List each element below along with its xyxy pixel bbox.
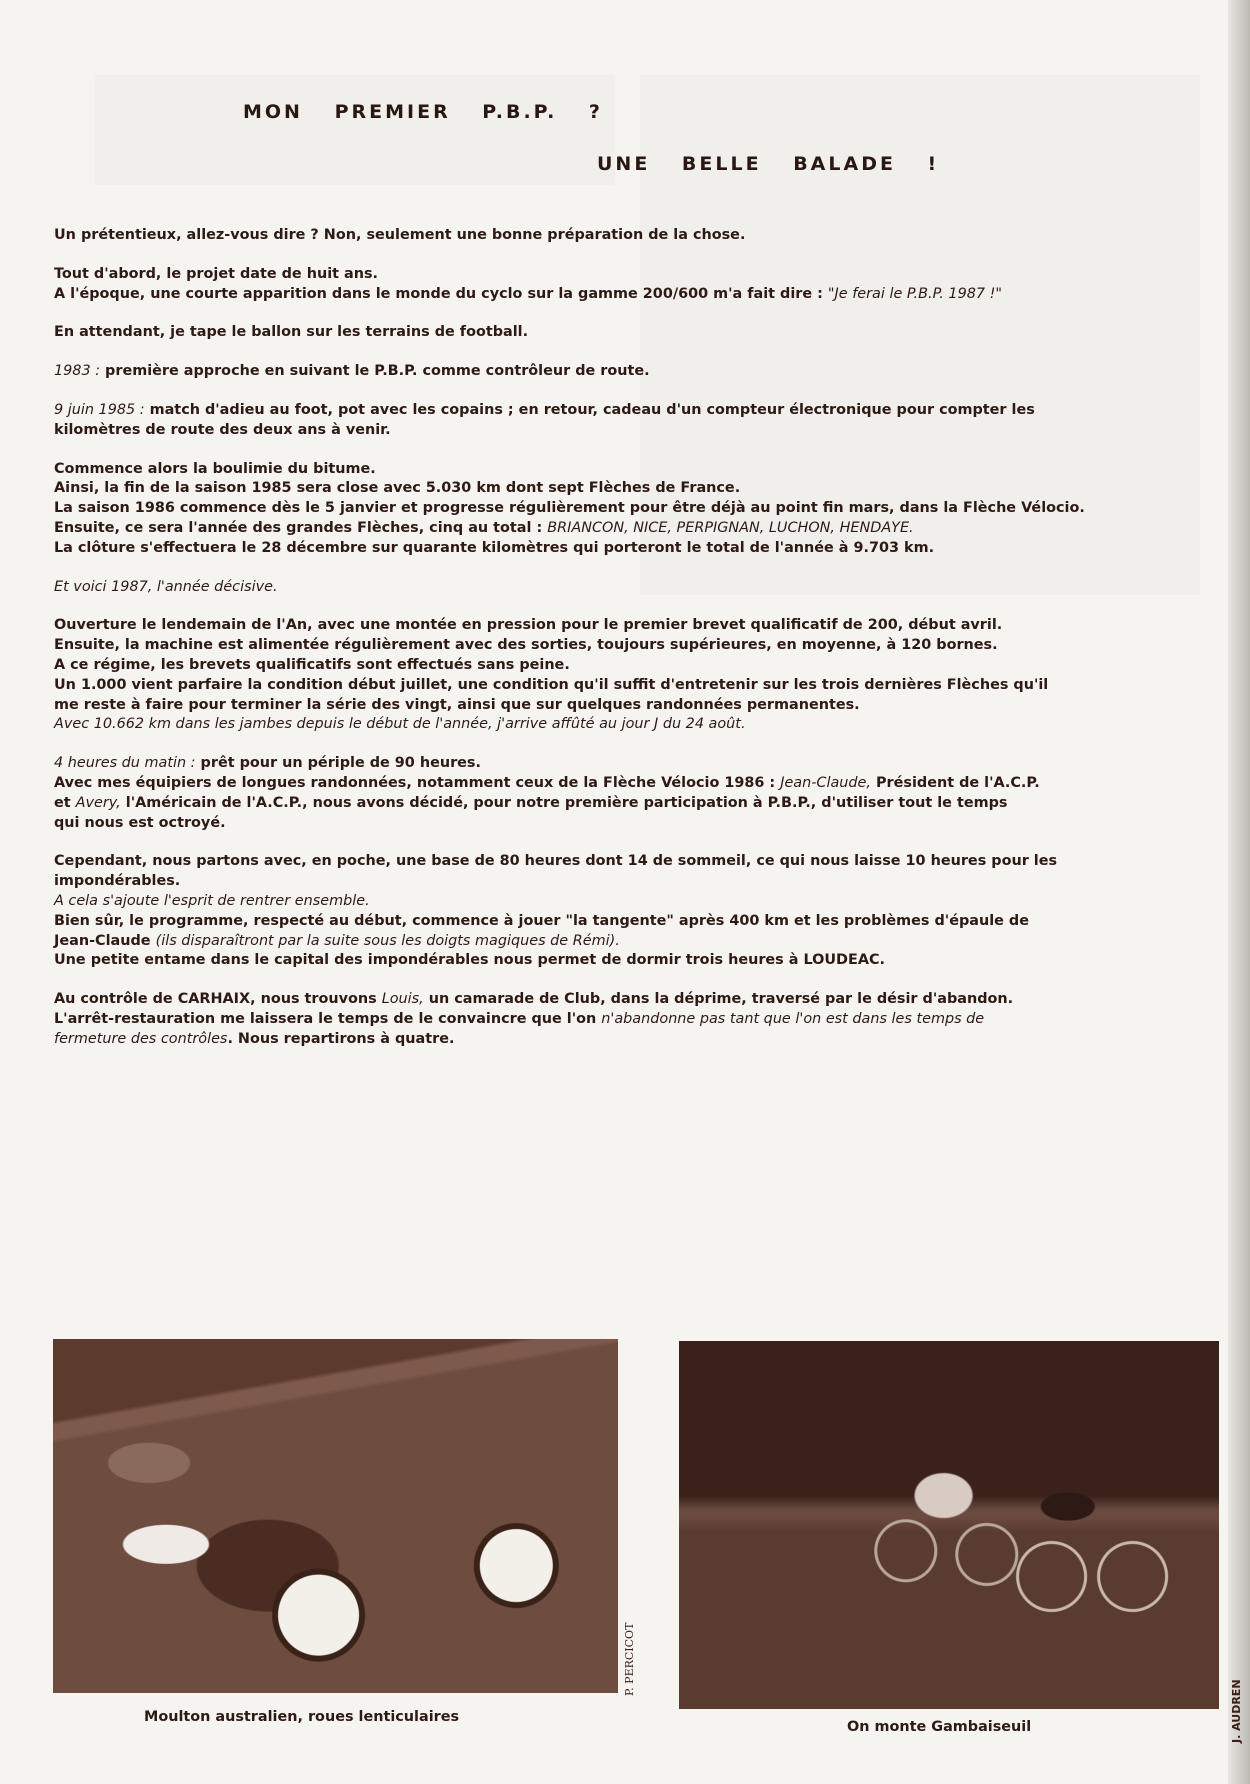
paragraph — [54, 401, 1224, 441]
text-line: La clôture s'effectuera le 28 décembre sur quarante kilomètres qui porteront le total de l'année à 9.703 km. — [54, 539, 935, 556]
text-line: me reste à faire pour terminer la série des vingt, ainsi que sur quelques randonnées permanentes. — [54, 696, 860, 713]
text-segment: première approche en suivant le P.B.P. comme contrôleur de route. — [100, 363, 650, 380]
paragraph — [54, 754, 1224, 833]
paragraph — [54, 323, 1224, 343]
text-line — [54, 774, 1224, 794]
text-line: Commence alors la boulimie du bitume. — [54, 460, 376, 477]
text-line: En attendant, je tape le ballon sur les terrains de football. — [54, 324, 529, 341]
paragraph — [54, 362, 1224, 382]
text-line — [54, 794, 1224, 814]
text-segment: . Nous repartirons à quatre. — [227, 1030, 455, 1047]
text-line: Bien sûr, le programme, respecté au début, commence à jouer "la tangente" après 400 km et les problèmes d'épaule de — [54, 912, 1029, 929]
text-segment: A l'époque, une courte apparition dans le monde du cyclo sur la gamme 200/600 m'a fait dire : — [54, 285, 828, 302]
text-segment: Ensuite, ce sera l'année des grandes Flèches, cinq au total : — [54, 519, 548, 536]
photo-cyclists-climbing — [679, 1341, 1219, 1709]
date-lead: 9 juin 1985 : — [54, 401, 145, 418]
paragraph — [54, 852, 1224, 971]
text-line — [54, 1030, 1224, 1050]
text-line: La saison 1986 commence dès le 5 janvier et progresse régulièrement pour être déjà au point fin mars, dans la Flèche Vélocio. — [54, 500, 1085, 517]
text-line: impondérables. — [54, 873, 181, 890]
text-line: Ainsi, la fin de la saison 1985 sera close avec 5.030 km dont sept Flèches de France. — [54, 480, 741, 497]
person-name: Jean-Claude — [54, 932, 156, 949]
photo-moulton-bike — [53, 1339, 618, 1693]
person-name: Jean-Claude, — [780, 774, 871, 791]
person-name: Avery, — [75, 794, 121, 811]
person-name: Louis, — [381, 991, 424, 1008]
text-segment: prêt pour un périple de 90 heures. — [195, 755, 481, 772]
text-segment: Président de l'A.C.P. — [870, 774, 1040, 791]
text-line — [54, 990, 1224, 1010]
aside: (ils disparaîtront par la suite sous les doigts magiques de Rémi). — [155, 932, 620, 949]
text-line: Tout d'abord, le projet date de huit ans. — [54, 265, 379, 282]
text-segment: fermeture des contrôles — [54, 1030, 228, 1047]
text-segment: Au contrôle de CARHAIX, nous trouvons — [54, 991, 382, 1008]
text-line: Une petite entame dans le capital des impondérables nous permet de dormir trois heures à LOUDEAC. — [54, 952, 885, 969]
text-line — [54, 401, 1224, 421]
text-line: Ensuite, la machine est alimentée régulièrement avec des sorties, toujours supérieures, en moyenne, à 120 bornes. — [54, 637, 998, 654]
text-line: Avec 10.662 km dans les jambes depuis le début de l'année, j'arrive affûté au jour J du 24 août. — [54, 716, 746, 733]
article-title-line-1: MON PREMIER P.B.P. ? — [243, 100, 603, 123]
text-segment: n'abandonne pas tant que l'on est dans les temps de — [601, 1010, 985, 1027]
bleed-through-shade — [95, 75, 615, 185]
article-title-line-2: UNE BELLE BALADE ! — [597, 152, 940, 175]
paragraph — [54, 578, 1224, 598]
paragraph — [54, 226, 1224, 246]
text-segment: match d'adieu au foot, pot avec les copains ; en retour, cadeau d'un compteur électronique pour compter les — [144, 401, 1035, 418]
date-lead: 1983 : — [54, 363, 101, 380]
text-line: Ouverture le lendemain de l'An, avec une montée en pression pour le premier brevet qualificatif de 200, début avril. — [54, 617, 1003, 634]
text-line — [54, 285, 1224, 305]
text-segment: l'Américain de l'A.C.P., nous avons décidé, pour notre première participation à P.B.P., d'utiliser tout le temps — [120, 794, 1008, 811]
text-line: A cela s'ajoute l'esprit de rentrer ensemble. — [54, 892, 370, 909]
text-line: Un prétentieux, allez-vous dire ? Non, seulement une bonne préparation de la chose. — [54, 227, 746, 243]
paragraph — [54, 616, 1224, 735]
text-line: Un 1.000 vient parfaire la condition début juillet, une condition qu'il suffit d'entretenir sur les trois dernières Flèches qu'il — [54, 676, 1049, 693]
paragraph — [54, 990, 1224, 1049]
text-line: Cependant, nous partons avec, en poche, une base de 80 heures dont 14 de sommeil, ce qui nous laisse 10 heures pour les — [54, 853, 1058, 870]
text-line: kilomètres de route des deux ans à venir. — [54, 421, 391, 438]
text-line — [54, 932, 1224, 952]
photo-caption: On monte Gambaiseuil — [847, 1719, 1032, 1735]
time-lead: 4 heures du matin : — [54, 755, 196, 772]
photo-caption: Moulton australien, roues lenticulaires — [144, 1709, 460, 1725]
text-segment: et — [54, 794, 76, 811]
text-line — [54, 519, 1224, 539]
text-line: A ce régime, les brevets qualificatifs sont effectués sans peine. — [54, 656, 570, 673]
text-line: qui nous est octroyé. — [54, 814, 226, 831]
photo-credit: P. PERCICOT — [623, 1622, 636, 1696]
text-segment: L'arrêt-restauration me laissera le temps de le convaincre que l'on — [54, 1010, 602, 1027]
text-line — [54, 1010, 1224, 1030]
photo-credit: J. AUDREN — [1230, 1679, 1243, 1743]
city-list: BRIANCON, NICE, PERPIGNAN, LUCHON, HENDAYE. — [547, 519, 914, 536]
page-edge — [1228, 0, 1250, 1784]
article-body — [54, 226, 1224, 1069]
text-line: Et voici 1987, l'année décisive. — [54, 578, 278, 595]
text-segment: Avec mes équipiers de longues randonnées, notamment ceux de la Flèche Vélocio 1986 : — [54, 774, 781, 791]
paragraph — [54, 265, 1224, 305]
text-line — [54, 754, 1224, 774]
text-segment: un camarade de Club, dans la déprime, traversé par le désir d'abandon. — [423, 991, 1014, 1008]
quote: "Je ferai le P.B.P. 1987 !" — [827, 285, 1003, 302]
paragraph — [54, 460, 1224, 559]
